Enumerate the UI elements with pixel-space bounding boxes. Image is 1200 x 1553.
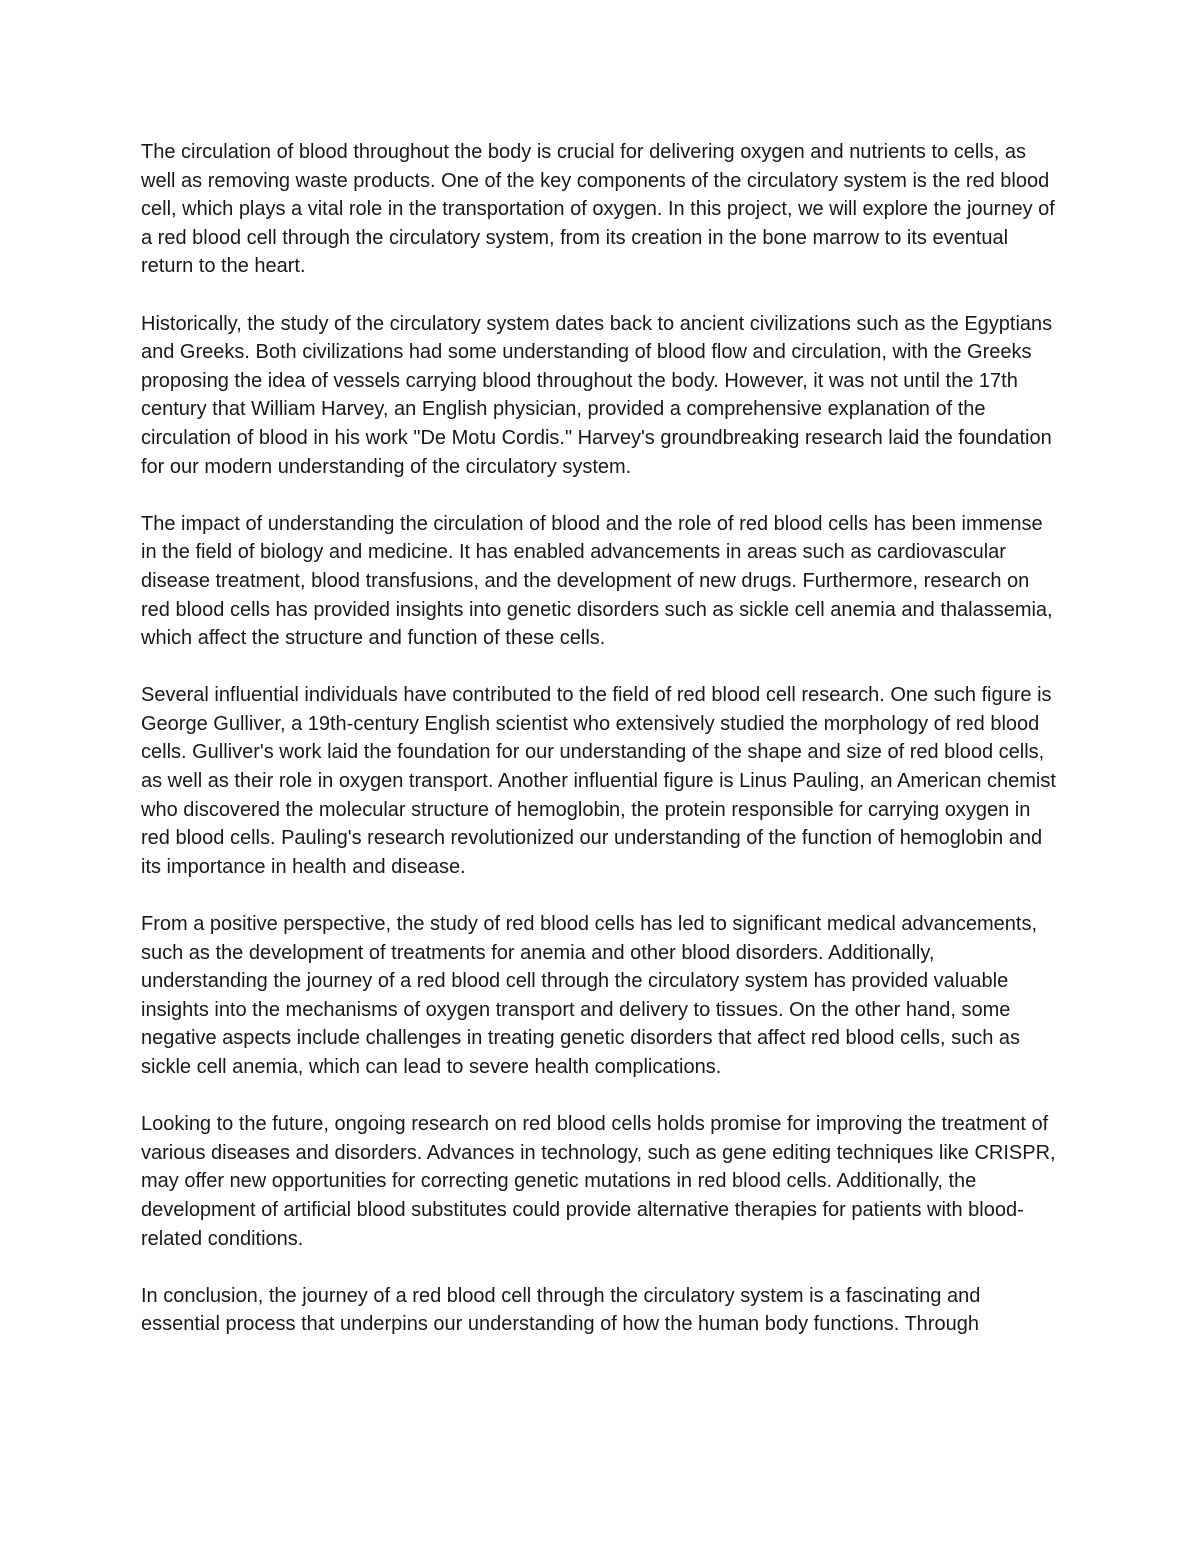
paragraph-perspectives: From a positive perspective, the study of red blood cells has led to significant medical advancements, such as the development of treatments for anemia and other blood disorders. Additionally, understanding the journey of a red blood cell through the circulatory system has provided valuable insights into the mechanisms of oxygen transport and delivery to tissues. On the other hand, some negative aspects include challenges in treating genetic disorders that affect red blood cells, such as sickle cell anemia, which can lead to severe health complications. (141, 913, 1038, 1078)
paragraph-impact: The impact of understanding the circulation of blood and the role of red blood cells has been immense in the field of biology and medicine. It has enabled advancements in areas such as cardiovascular disease treatment, blood transfusions, and the development of new drugs. Furthermore, research on red blood cells has provided insights into genetic disorders such as sickle cell anemia and thalassemia, which affect the structure and function of these cells. (141, 512, 1053, 650)
document-body (141, 138, 1061, 1368)
paragraph-history: Historically, the study of the circulatory system dates back to ancient civilizations such as the Egyptians and Greeks. Both civilizations had some understanding of blood flow and circulation, with the Greeks proposing the idea of vessels carrying blood throughout the body. However, it was not until the 17th century that William Harvey, an English physician, provided a comprehensive explanation of the circulation of blood in his work "De Motu Cordis." Harvey's groundbreaking research laid the foundation for our modern understanding of the circulatory system. (141, 312, 1053, 478)
paragraph-future: Looking to the future, ongoing research on red blood cells holds promise for improving the treatment of various diseases and disorders. Advances in technology, such as gene editing techniques like CRISPR, may offer new opportunities for correcting genetic mutations in red blood cells. Additionally, the development of artificial blood substitutes could provide alternative therapies for patients with blood-related conditions. (141, 1113, 1056, 1250)
paragraph-influential-individuals: Several influential individuals have contributed to the field of red blood cell research. One such figure is George Gulliver, a 19th-century English scientist who extensively studied the morphology of red blood cells. Gulliver's work laid the foundation for our understanding of the shape and size of red blood cells, as well as their role in oxygen transport. Another influential figure is Linus Pauling, an American chemist who discovered the molecular structure of hemoglobin, the protein responsible for carrying oxygen in red blood cells. Pauling's research revolutionized our understanding of the function of hemoglobin and its importance in health and disease. (141, 684, 1056, 878)
paragraph-introduction: The circulation of blood throughout the body is crucial for delivering oxygen and nutrients to cells, as well as removing waste products. One of the key components of the circulatory system is the red blood cell, which plays a vital role in the transportation of oxygen. In this project, we will explore the journey of a red blood cell through the circulatory system, from its creation in the bone marrow to its eventual return to the heart. (141, 141, 1055, 278)
paragraph-conclusion: In conclusion, the journey of a red blood cell through the circulatory system is a fascinating and essential process that underpins our understanding of how the human body functions. Through (141, 1284, 981, 1336)
